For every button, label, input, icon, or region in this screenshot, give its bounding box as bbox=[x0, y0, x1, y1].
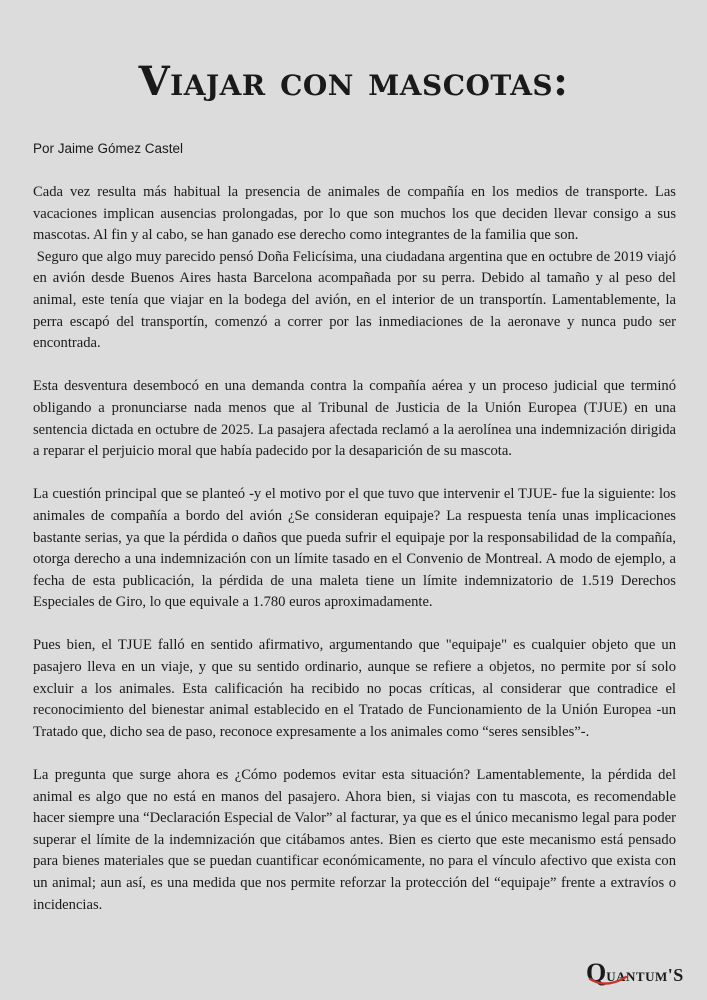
page-title: Viajar con mascotas: bbox=[138, 58, 569, 105]
paragraph-3: Esta desventura desembocó en una demanda contra la compañía aérea y un proceso judicial que terminó obligando a pronunciarse nada menos que al Tribunal de Justicia de la Unión Europea (TJUE) en una sentencia dictada en octubre de 2025. La pasajera afectada reclamó a la aerolínea una indemnización dirigida a reparar el perjuicio moral que había padecido por la desaparición de su mascota. bbox=[33, 378, 676, 460]
paragraph-4: La cuestión principal que se planteó -y el motivo por el que tuvo que intervenir el TJUE- fue la siguiente: los animales de compañía a bordo del avión ¿Se consideran equipaje? La respuesta tenía unas implicaciones bastante serias, ya que la pérdida o daños que pueda sufrir el equipaje por la responsabilidad de la compañía, otorga derecho a una indemnización con un límite tasado en el Convenio de Montreal. A modo de ejemplo, a fecha de esta publicación, la pérdida de una maleta tiene un límite indemnizatorio de 1.519 Derechos Especiales de Giro, lo que equivale a 1.780 euros aproximadamente. bbox=[33, 486, 676, 611]
paragraph-6: La pregunta que surge ahora es ¿Cómo podemos evitar esta situación? Lamentablemente, la pérdida del animal es algo que no está en manos del pasajero. Ahora bien, si viajas con tu mascota, es recomendable hacer siempre una “Declaración Especial de Valor” al facturar, ya que es el único mecanismo legal para poder superar el límite de la indemnización que citábamos antes. Bien es cierto que este mecanismo está pensado para bienes materiales que se puedan cuantificar económicamente, no para el vínculo afectivo que exista con un animal; aun así, es una medida que nos permite reforzar la protección del “equipaje” frente a extravíos o incidencias. bbox=[33, 767, 676, 913]
paragraph-2: Seguro que algo muy parecido pensó Doña Felicísima, una ciudadana argentina que en octubre de 2019 viajó en avión desde Buenos Aires hasta Barcelona acompañada por su perra. Debido al tamaño y al peso del animal, este tenía que viajar en la bodega del avión, en el interior de un transportín. Lamentablemente, la perra escapó del transportín, comenzó a correr por las inmediaciones de la aeronave y nunca pudo ser encontrada. bbox=[33, 248, 680, 352]
paragraph-1: Cada vez resulta más habitual la presencia de animales de compañía en los medios de transporte. Las vacaciones implican ausencias prolongadas, por lo que son muchos los que deciden llevar consigo a sus mascotas. Al fin y al cabo, se han ganado ese derecho como integrantes de la familia que son. bbox=[33, 184, 676, 244]
article-body bbox=[33, 182, 680, 916]
logo-swoosh-icon bbox=[588, 975, 628, 987]
logo-text: uantum'S bbox=[606, 965, 684, 985]
author-byline: Por Jaime Gómez Castel bbox=[33, 141, 184, 156]
paragraph-5: Pues bien, el TJUE falló en sentido afirmativo, argumentando que "equipaje" es cualquier objeto que un pasajero lleva en un viaje, y que su sentido ordinario, aunque se refiere a objetos, no permite por sí solo excluir a los animales. Esta calificación ha recibido no pocas críticas, al considerar que contradice el reconocimiento del bienestar animal establecido en el Tratado de Funcionamiento de la Unión Europea -un Tratado que, dicho sea de paso, reconoce expresamente a los animales como “seres sensibles”-. bbox=[33, 637, 676, 740]
logo-initial: Q bbox=[586, 958, 607, 987]
